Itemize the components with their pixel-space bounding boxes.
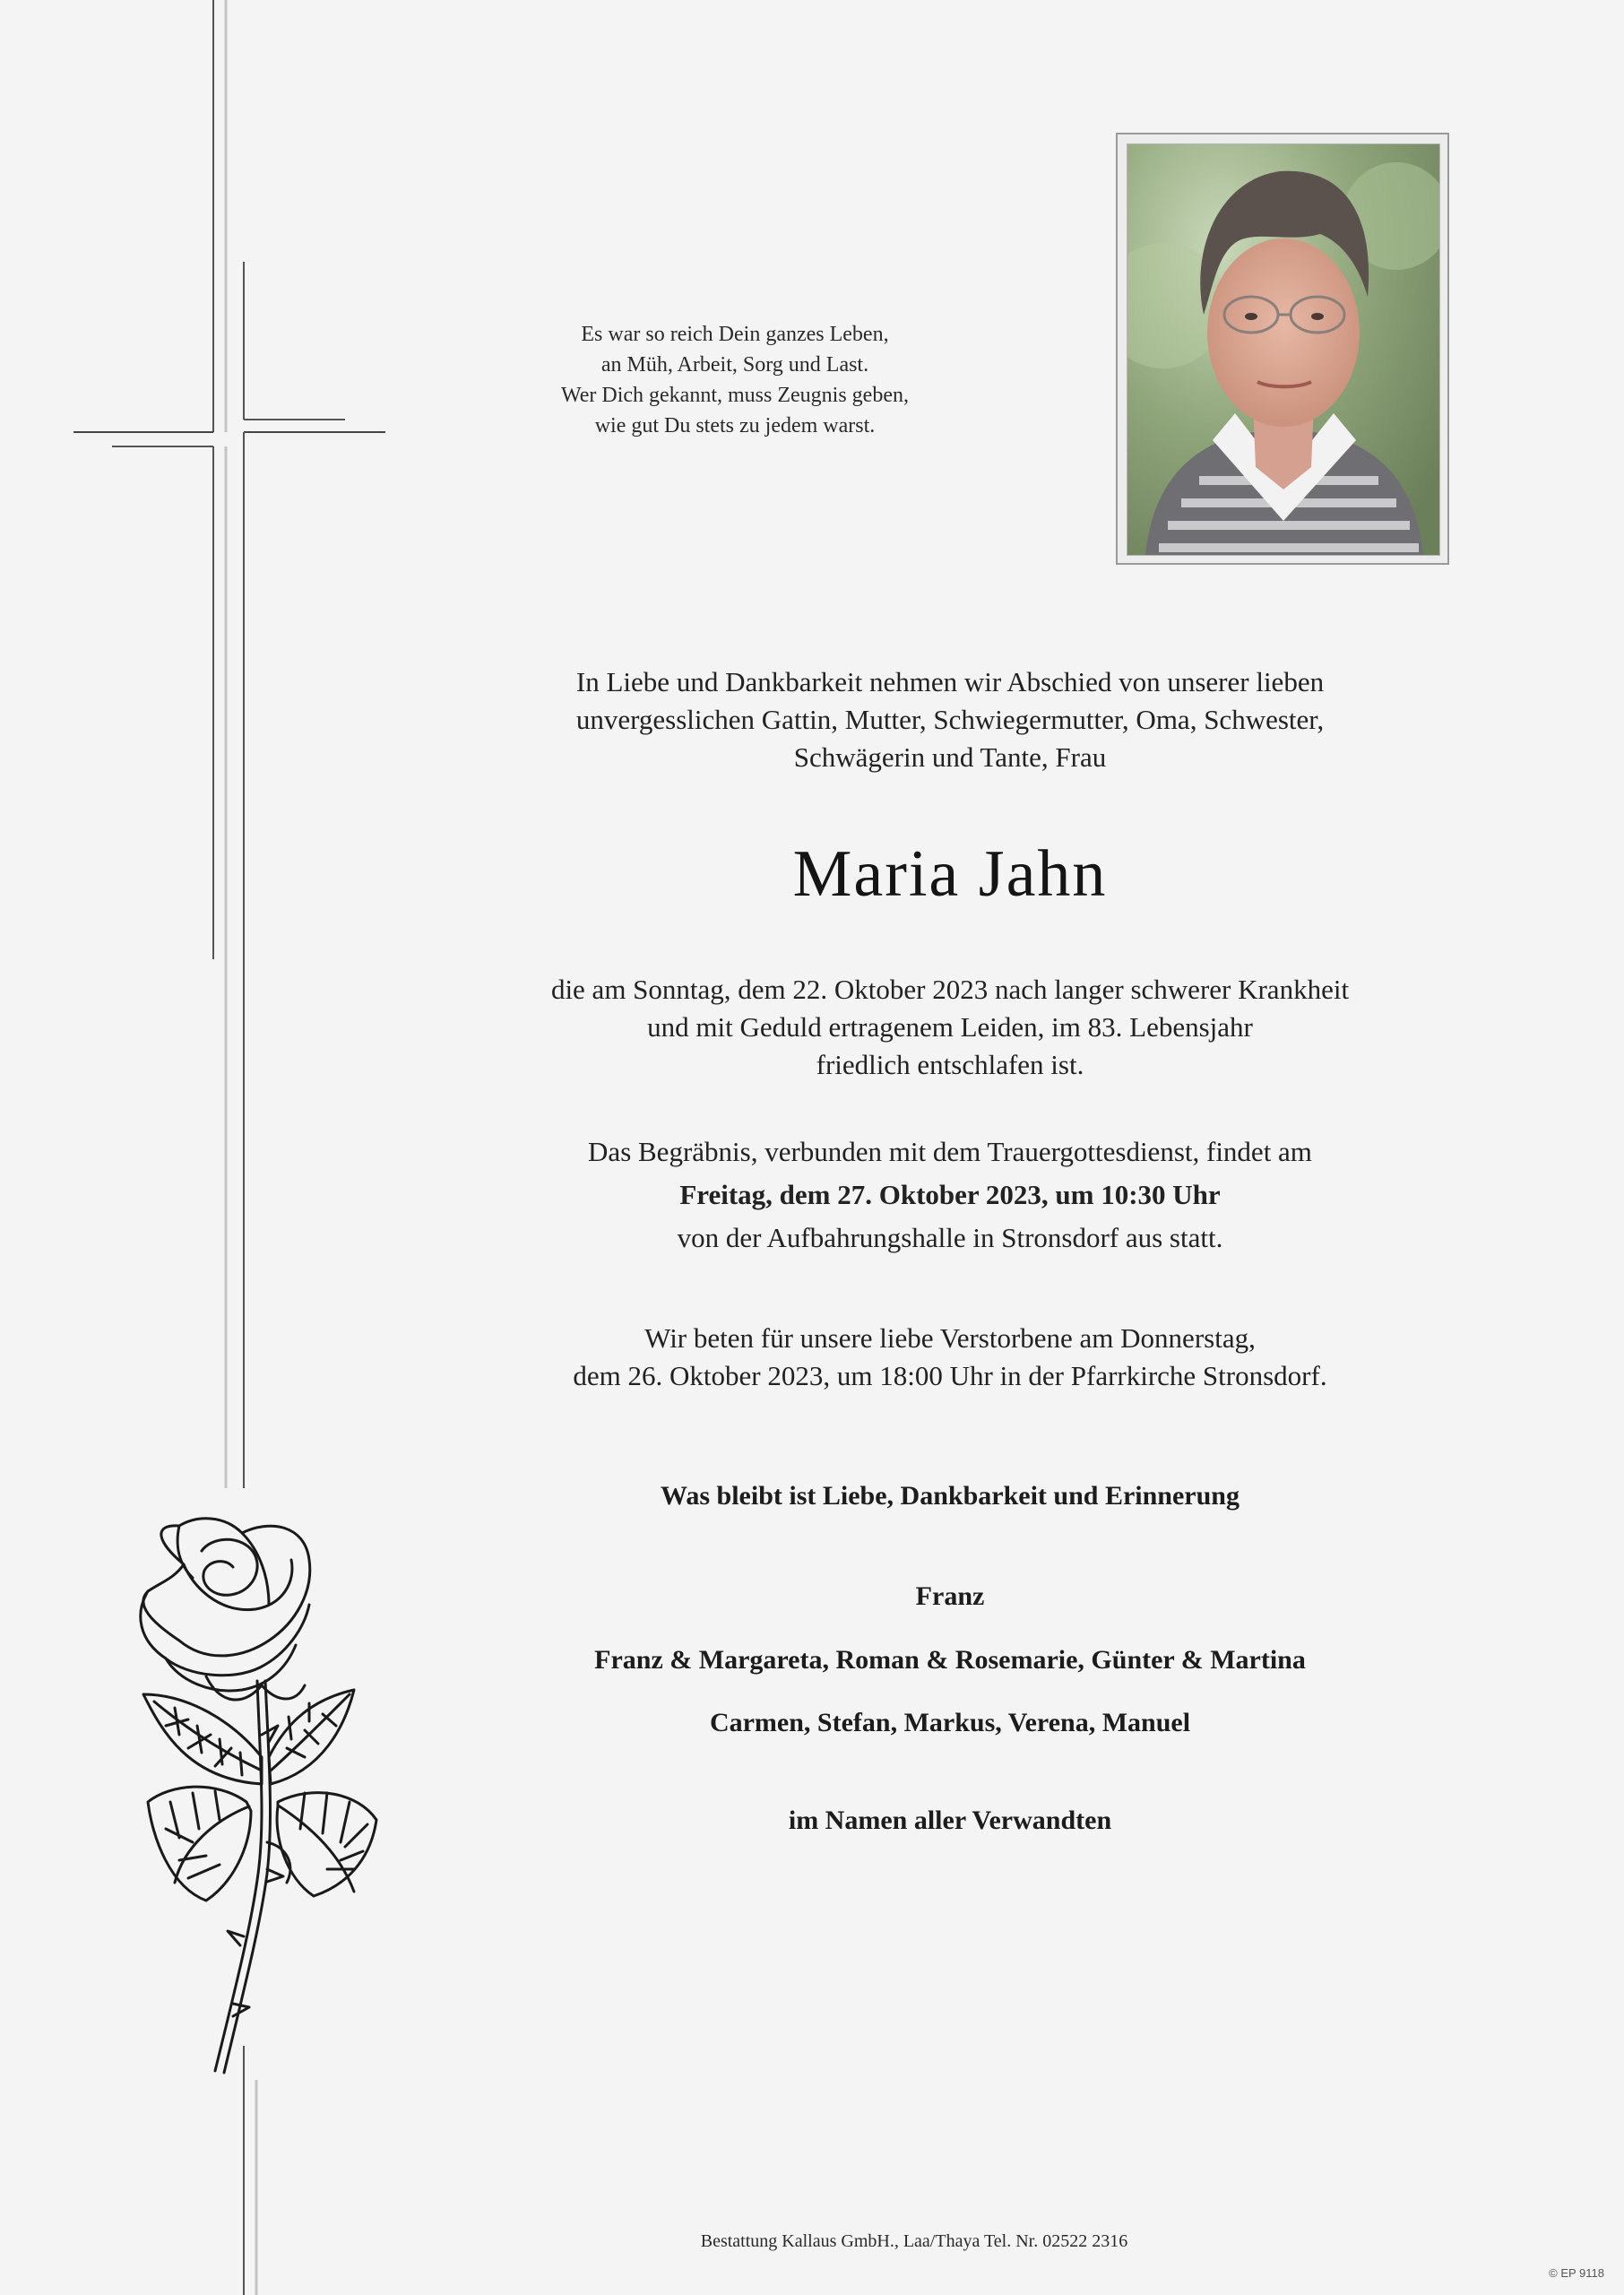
closing-motto: Was bleibt ist Liebe, Dankbarkeit und Erinnerung bbox=[661, 1481, 1240, 1511]
poem-line: Es war so reich Dein ganzes Leben, bbox=[581, 323, 889, 346]
funeral-line: von der Aufbahrungshalle in Stronsdorf aus statt. bbox=[677, 1222, 1223, 1253]
death-line: die am Sonntag, dem 22. Oktober 2023 nach langer schwerer Krankheit bbox=[550, 974, 1350, 1005]
funeral-line: Das Begräbnis, verbunden mit dem Trauergottesdienst, findet am bbox=[588, 1136, 1312, 1167]
death-line: friedlich entschlafen ist. bbox=[816, 1049, 1084, 1080]
poem-line: wie gut Du stets zu jedem warst. bbox=[594, 414, 876, 437]
prayer-notice bbox=[430, 1320, 1470, 1395]
death-notice bbox=[430, 971, 1470, 1084]
family-line: Franz & Margareta, Roman & Rosemarie, Günter & Martina bbox=[594, 1645, 1306, 1675]
poem-line: Wer Dich gekannt, muss Zeugnis geben, bbox=[561, 384, 909, 407]
family-line: Franz bbox=[915, 1581, 985, 1611]
funeral-notice bbox=[430, 1130, 1470, 1260]
undertaker-footer: Bestattung Kallaus GmbH., Laa/Thaya Tel. Nr. 02522 2316 bbox=[700, 2231, 1128, 2251]
poem bbox=[466, 319, 1004, 441]
deceased-name: Maria Jahn bbox=[792, 837, 1108, 911]
family-line: Carmen, Stefan, Markus, Verena, Manuel bbox=[709, 1708, 1191, 1737]
poem-line: an Müh, Arbeit, Sorg und Last. bbox=[600, 353, 869, 377]
intro-text bbox=[430, 663, 1470, 776]
portrait-photo bbox=[1127, 143, 1440, 556]
print-code: © EP 9118 bbox=[1549, 2266, 1604, 2280]
prayer-line: dem 26. Oktober 2023, um 18:00 Uhr in der Pfarrkirche Stronsdorf. bbox=[573, 1360, 1327, 1391]
portrait-frame bbox=[1116, 133, 1449, 565]
portrait-icon bbox=[1127, 144, 1439, 555]
family-line: im Namen aller Verwandten bbox=[788, 1806, 1112, 1835]
intro-line: In Liebe und Dankbarkeit nehmen wir Abschied von unserer lieben bbox=[575, 666, 1325, 697]
intro-line: unvergesslichen Gattin, Mutter, Schwiegermutter, Oma, Schwester, bbox=[575, 704, 1325, 735]
death-line: und mit Geduld ertragenem Leiden, im 83. Lebensjahr bbox=[647, 1011, 1253, 1043]
intro-line: Schwägerin und Tante, Frau bbox=[793, 741, 1107, 773]
prayer-line: Wir beten für unsere liebe Verstorbene am Donnerstag, bbox=[644, 1322, 1256, 1354]
funeral-date: Freitag, dem 27. Oktober 2023, um 10:30 Uhr bbox=[679, 1179, 1221, 1210]
